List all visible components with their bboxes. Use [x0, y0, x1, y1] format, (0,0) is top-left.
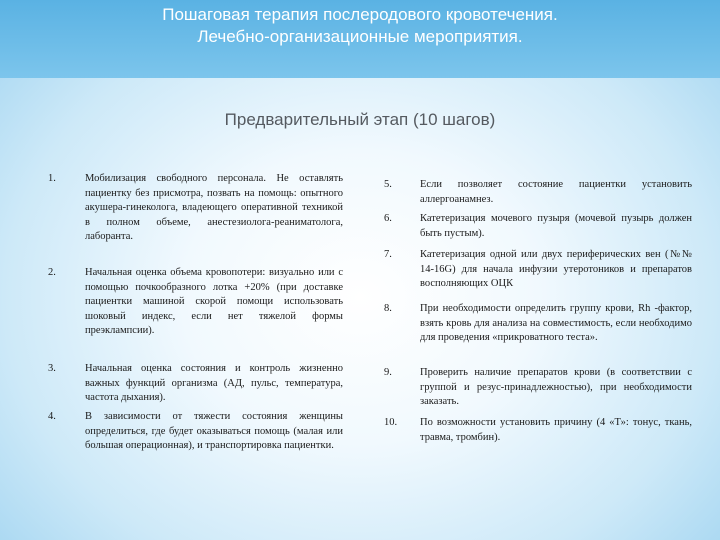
step-text: Проверить наличие препаратов крови (в соответствии с группой и резус-принадлежностью), при необходимости заказать.	[420, 367, 692, 407]
step-text: В зависимости от тяжести состояния женщины определиться, где будет оказываться помощь (малая или большая операционная), и транспортировка пациентки.	[85, 411, 343, 451]
step-number: 9.	[384, 367, 392, 378]
step-text: По возможности установить причину (4 «Т»: тонус, ткань, травма, тромбин).	[420, 417, 692, 443]
title-line-2: Лечебно-организационные мероприятия.	[197, 27, 523, 46]
step-text: При необходимости определить группу крови, Rh -фактор, взять кровь для анализа на совместимость, если необходимо для проведения «прикроватного теста».	[420, 303, 692, 343]
title-line-1: Пошаговая терапия послеродового кровотечения.	[162, 5, 558, 24]
step-text: Начальная оценка состояния и контроль жизненно важных функций организма (АД, пульс, температура, частота дыхания).	[85, 363, 343, 403]
step-text: Если позволяет состояние пациентки установить аллергоанамнез.	[420, 179, 692, 205]
step-number: 7.	[384, 249, 392, 260]
step-text: Мобилизация свободного персонала. Не оставлять пациентку без присмотра, позвать на помощь: опытного акушера-гинеколога, владеющего оперативной техникой в полном объеме, анестезиолога-реаниматолога, лаборанта.	[85, 173, 343, 242]
step-number: 2.	[48, 267, 56, 278]
section-subtitle: Предварительный этап (10 шагов)	[224, 110, 496, 129]
step-number: 4.	[48, 411, 56, 422]
step-number: 3.	[48, 363, 56, 374]
step-number: 8.	[384, 303, 392, 314]
title-banner	[0, 0, 720, 78]
step-number: 5.	[384, 179, 392, 190]
step-number: 6.	[384, 213, 392, 224]
step-text: Катетеризация одной или двух периферических вен (№№ 14-16G) для начала инфузии утеротоников и препаратов восполняющих ОЦК	[420, 249, 692, 289]
slide-title	[0, 4, 720, 48]
step-number: 10.	[384, 417, 398, 428]
step-text: Катетеризация мочевого пузыря (мочевой пузырь должен быть пустым).	[420, 213, 692, 239]
step-text: Начальная оценка объема кровопотери: визуально или с помощью почкообразного лотка +20% (при доставке пациентки машиной скорой помощи использовать шоковый индекс, если нет тяжелой формы преэклампсии).	[85, 267, 343, 336]
step-number: 1.	[48, 173, 56, 184]
